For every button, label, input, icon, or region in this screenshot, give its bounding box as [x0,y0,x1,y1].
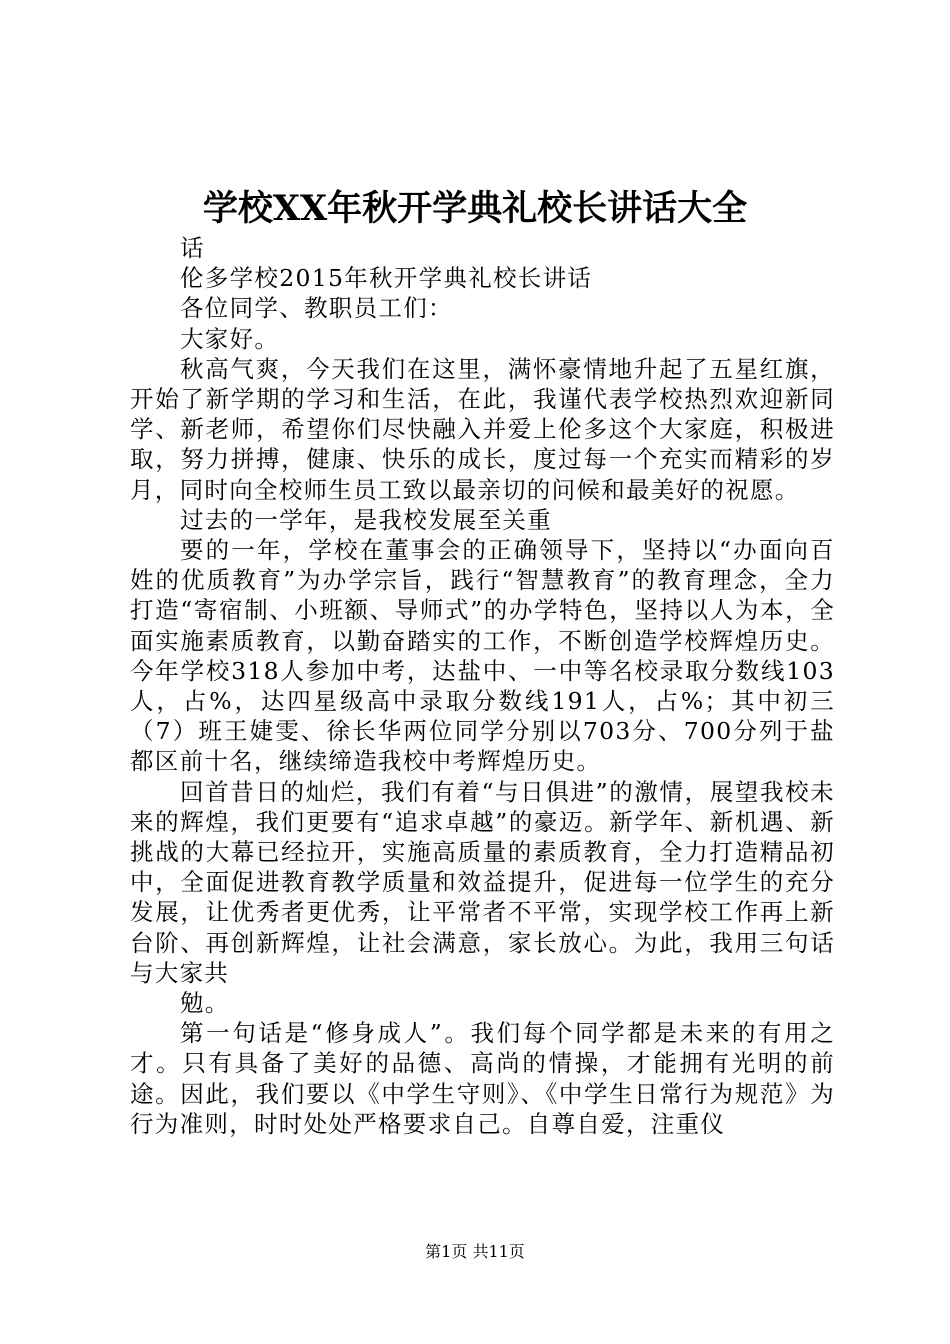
paragraph-8: 回首昔日的灿烂，我们有着“与日俱进”的激情，展望我校未来的辉煌，我们更要有“追求卓越”的豪迈。新学年、新机遇、新挑战的大幕已经拉开，实施高质量的素质教育，全力打造精品初中，全面促进教育教学质量和效益提升，促进每一位学生的充分发展，让优秀者更优秀，让平常者不平常，实现学校工作再上新台阶、再创新辉煌，让社会满意，家长放心。为此，我用三句话与大家共 [130,777,835,987]
paragraph-3: 各位同学、教职员工们： [180,294,453,323]
paragraph-4: 大家好。 [180,324,280,353]
paragraph-10: 第一句话是“修身成人”。我们每个同学都是未来的有用之才。只有具备了美好的品德、高尚的情操，才能拥有光明的前途。因此，我们要以《中学生守则》、《中学生日常行为规范》为行为准则，时时处处严格要求自己。自尊自爱，注重仪 [130,1019,835,1138]
page-number: 第1页 共11页 [425,1242,525,1261]
document-body [130,233,835,1139]
paragraph-5: 秋高气爽，今天我们在这里，满怀豪情地升起了五星红旗，开始了新学期的学习和生活，在此，我谨代表学校热烈欢迎新同学、新老师，希望你们尽快融入并爱上伦多这个大家庭，积极进取，努力拼搏，健康、快乐的成长，度过每一个充实而精彩的岁月，同时向全校师生员工致以最亲切的问候和最美好的祝愿。 [130,354,835,504]
paragraph-6: 过去的一学年，是我校发展至关重 [180,505,552,534]
paragraph-1: 话 [180,234,205,262]
paragraph-9: 勉。 [180,989,230,1018]
paragraph-2: 伦多学校2015年秋开学典礼校长讲话 [180,264,593,293]
document-title: 学校XX年秋开学典礼校长讲话大全 [202,188,748,229]
paragraph-7: 要的一年，学校在董事会的正确领导下，坚持以“办面向百姓的优质教育”为办学宗旨，践行“智慧教育”的教育理念，全力打造“寄宿制、小班额、导师式”的办学特色，坚持以人为本，全面实施素质教育，以勤奋踏实的工作，不断创造学校辉煌历史。今年学校318人参加中考，达盐中、一中等名校录取分数线103人，占%，达四星级高中录取分数线191人，占%；其中初三（7）班王婕雯、徐长华两位同学分别以703分、700分列于盐都区前十名，继续缔造我校中考辉煌历史。 [130,536,835,776]
